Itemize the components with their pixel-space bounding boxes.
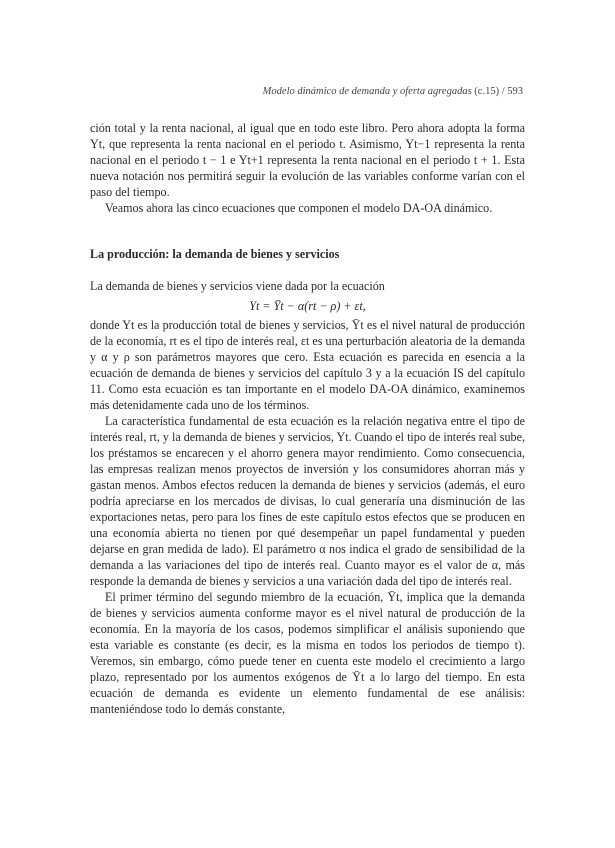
demand-equation: Yt = Ȳt − α(rt − ρ) + εt, <box>249 299 366 313</box>
running-header-page: (c.15) / 593 <box>474 86 523 97</box>
running-header <box>263 86 523 97</box>
equation-intro: La demanda de bienes y servicios viene dada por la ecuación <box>90 279 385 293</box>
body-text <box>90 120 525 717</box>
running-header-title: Modelo dinámico de demanda y oferta agregadas <box>262 86 472 97</box>
paragraph-interest-rate-relation: La característica fundamental de esta ecuación es la relación negativa entre el tipo de interés real, rt, y la demanda de bienes y servicios, Yt. Cuando el tipo de interés real sube, los préstamos se encarecen y el ahorro genera mayor rendimiento. Como consecuencia, las empresas realizan menos proyectos de inversión y los consumidores ahorran más y gastan menos. Ambos efectos reducen la demanda de bienes y servicios (además, el euro podría apreciarse en los mercados de divisas, lo cual generaría una disminución de las exportaciones netas, pero para los fines de este capítulo estos efectos que se producen en una economía abierta no tienen por qué desempeñar un papel fundamental y pueden dejarse en gran medida de lado). El parámetro α nos indica el grado de sensibilidad de la demanda a las variaciones del tipo de interés real. Cuanto mayor es el valor de α, más responde la demanda de bienes y servicios a una variación dada del tipo de interés real. <box>90 414 525 588</box>
paragraph-model-equations: Veamos ahora las cinco ecuaciones que componen el modelo DA-OA dinámico. <box>105 201 493 215</box>
paragraph-equation-terms: donde Yt es la producción total de bienes y servicios, Ȳt es el nivel natural de producción de la economía, rt es el tipo de interés real, εt es una perturbación aleatoria de la demanda y α y ρ son parámetros mayores que cero. Esta ecuación es parecida en esencia a la ecuación de demanda de bienes y servicios del capítulo 3 y a la ecuación IS del capítulo 11. Como esta ecuación es tan importante en el modelo DA-OA dinámico, examinemos más detenidamente cada uno de los términos. <box>90 318 525 412</box>
paragraph-continued: ción total y la renta nacional, al igual que en todo este libro. Pero ahora adopta la forma Yt, que representa la renta nacional en el periodo t. Asimismo, Yt−1 representa la renta nacional en el periodo t − 1 e Yt+1 representa la renta nacional en el periodo t + 1. Esta nueva notación nos permitirá seguir la evolución de las variables conforme varían con el paso del tiempo. <box>90 121 525 199</box>
section-heading: La producción: la demanda de bienes y servicios <box>90 247 340 261</box>
paragraph-natural-output: El primer término del segundo miembro de la ecuación, Ȳt, implica que la demanda de bienes y servicios aumenta conforme mayor es el nivel natural de producción de la economía. En la mayoría de los casos, podemos simplificar el análisis suponiendo que esta variable es constante (es decir, es la misma en todos los periodos de tiempo t). Veremos, sin embargo, cómo puede tener en cuenta este modelo el crecimiento a largo plazo, representado por los aumentos exógenos de Ȳt a lo largo del tiempo. En esta ecuación de demanda es evidente un elemento fundamental de ese análisis: manteniéndose todo lo demás constante, <box>90 590 525 716</box>
